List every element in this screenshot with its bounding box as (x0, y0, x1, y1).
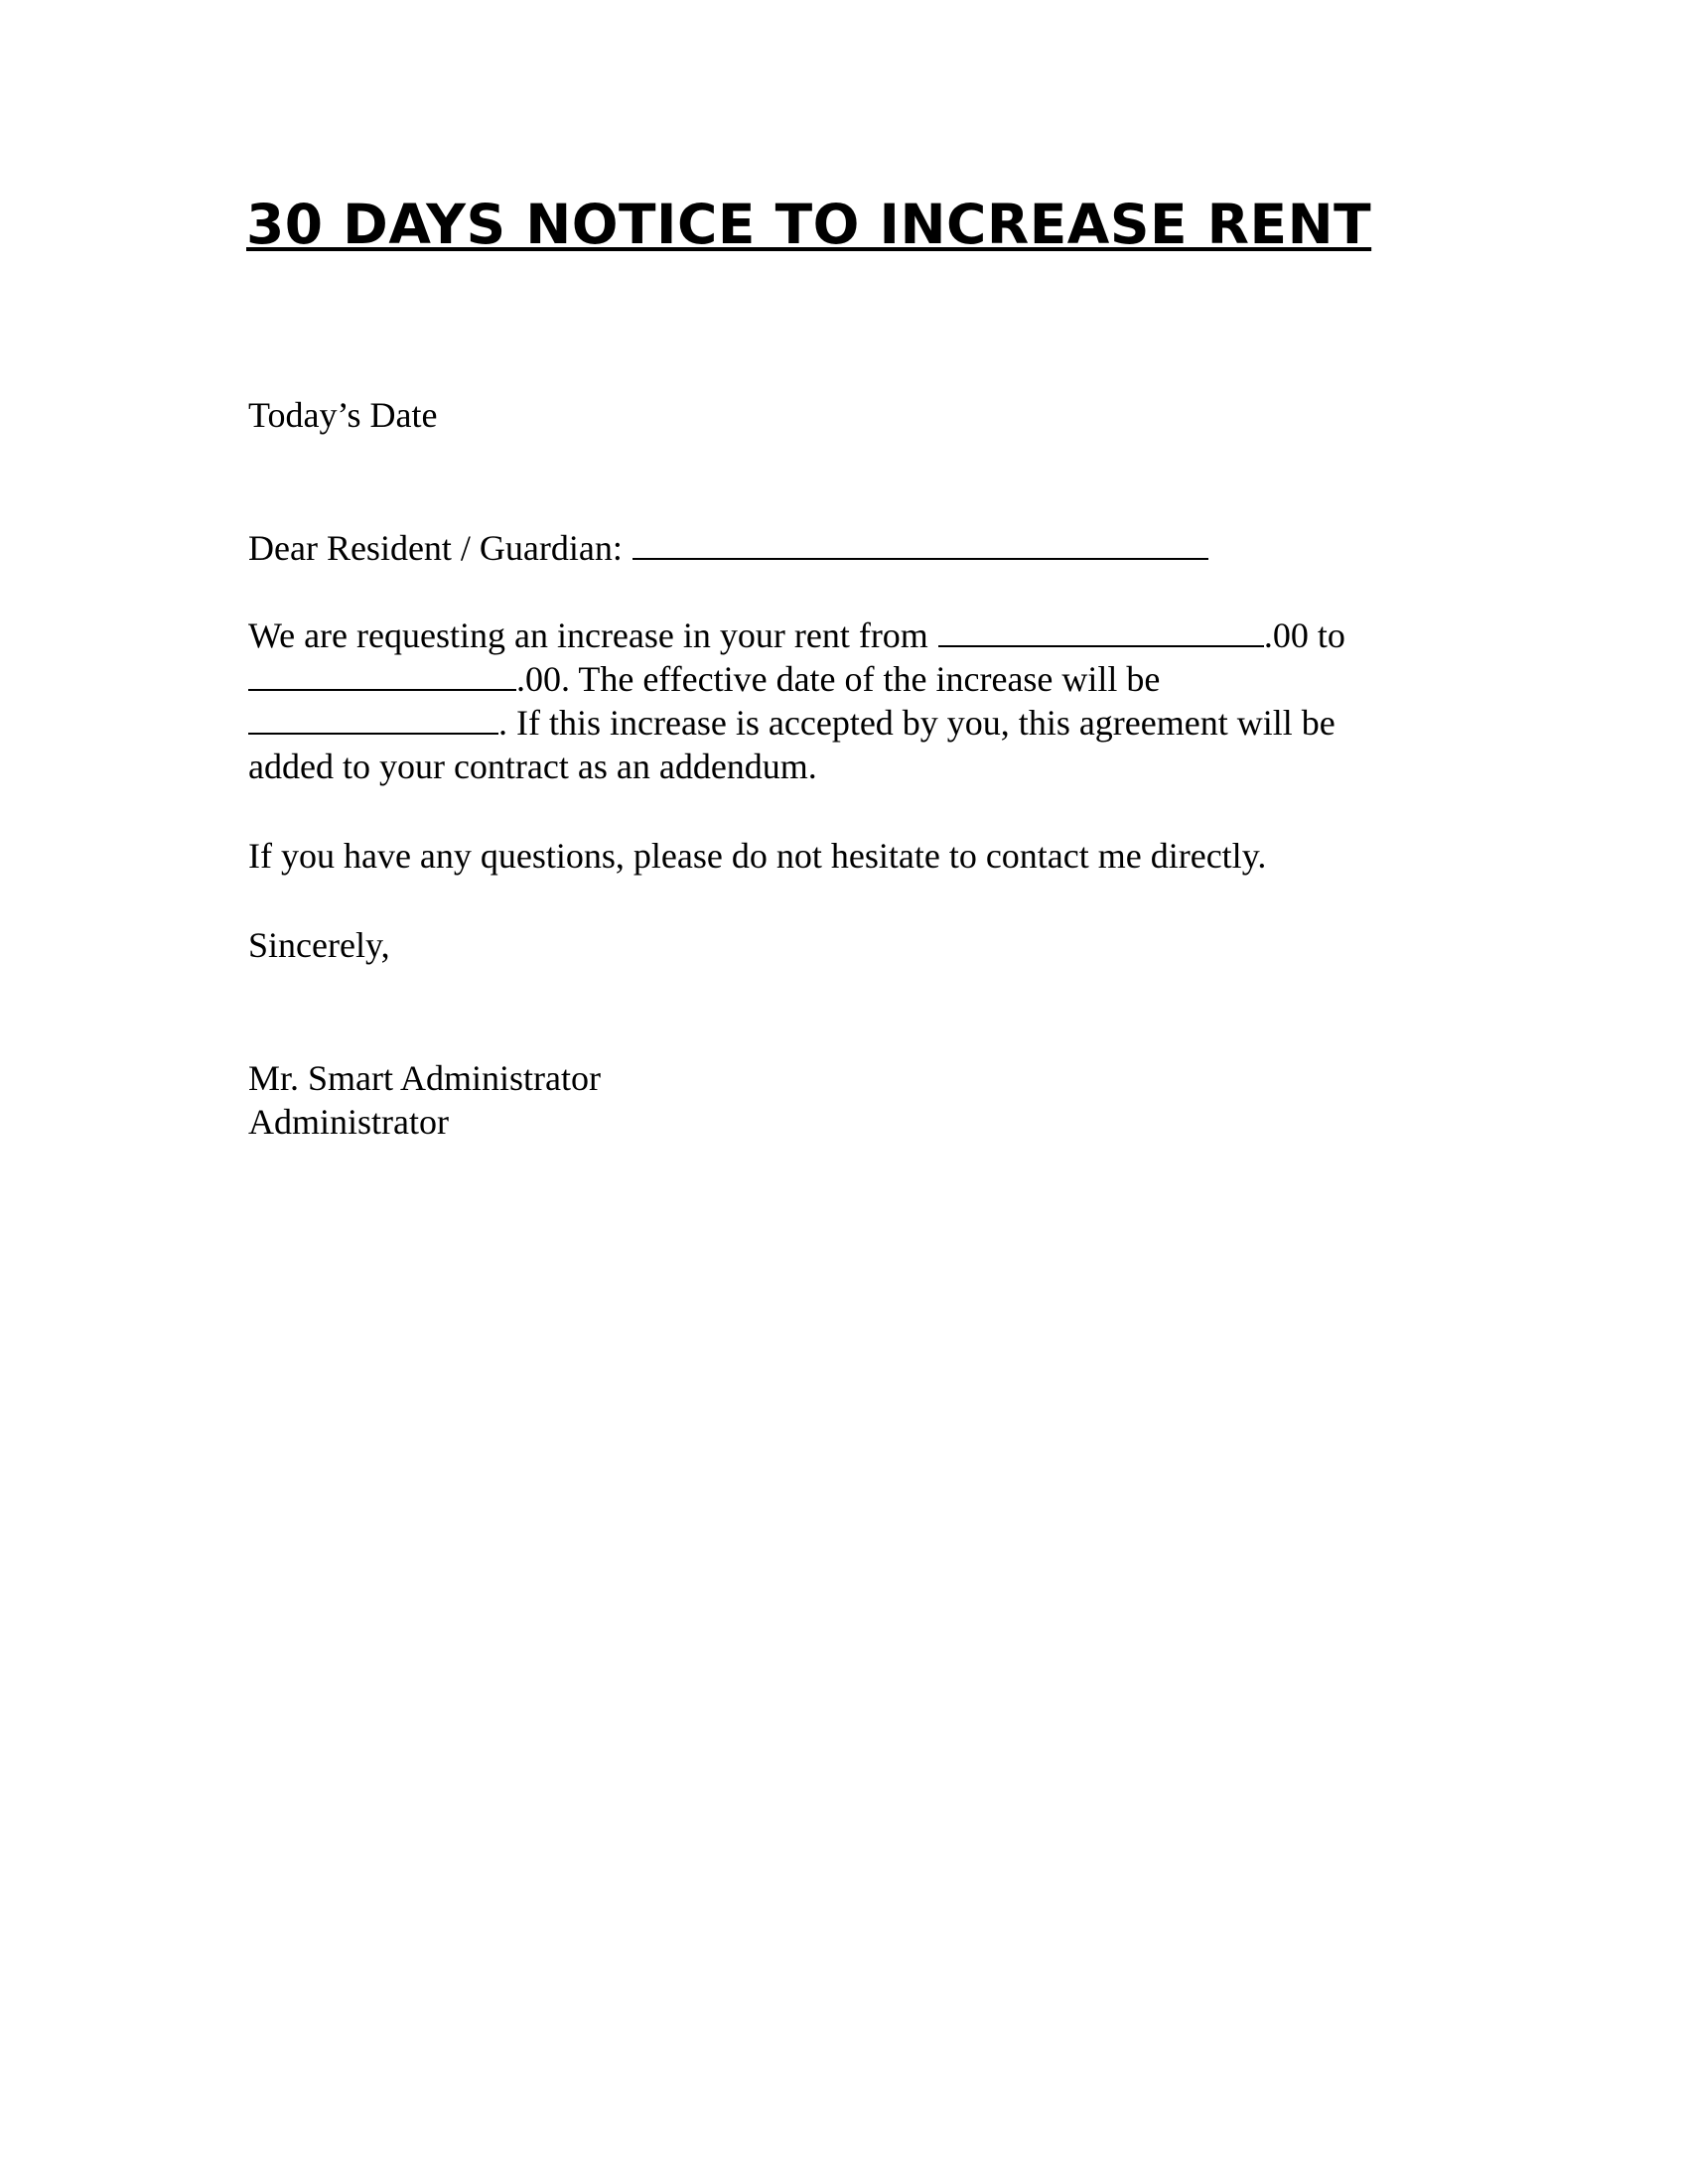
body-line-1 (248, 614, 1345, 657)
body-line-2-suffix: .00. The effective date of the increase will be (516, 659, 1161, 699)
body-paragraph (248, 614, 1345, 788)
date-label (248, 393, 437, 437)
guardian-name-blank[interactable] (633, 528, 1208, 560)
effective-date-blank[interactable] (248, 703, 498, 735)
body-line-2 (248, 657, 1345, 701)
signatory-name: Mr. Smart Administrator (248, 1058, 601, 1098)
body-line-1-suffix: .00 to (1263, 615, 1345, 655)
body-line-3-suffix: . If this increase is accepted by you, this agreement will be (498, 703, 1336, 743)
date-label-text: Today’s Date (248, 395, 438, 435)
new-rent-blank[interactable] (248, 659, 516, 691)
current-rent-blank[interactable] (938, 615, 1264, 647)
body-line-4: added to your contract as an addendum. (248, 747, 817, 786)
body-line-1-text: We are requesting an increase in your rent from (248, 615, 928, 655)
signatory-title: Administrator (248, 1102, 449, 1142)
signature-block (248, 1056, 601, 1144)
salutation-text: Dear Resident / Guardian: (248, 528, 623, 568)
body-line-3 (248, 701, 1345, 745)
closing-text: Sincerely, (248, 925, 390, 965)
document-title: 30 DAYS NOTICE TO INCREASE RENT (246, 193, 1372, 256)
questions-text: If you have any questions, please do not hesitate to contact me directly. (248, 836, 1267, 876)
questions-paragraph (248, 834, 1266, 878)
salutation (248, 526, 1208, 570)
closing (248, 923, 390, 967)
